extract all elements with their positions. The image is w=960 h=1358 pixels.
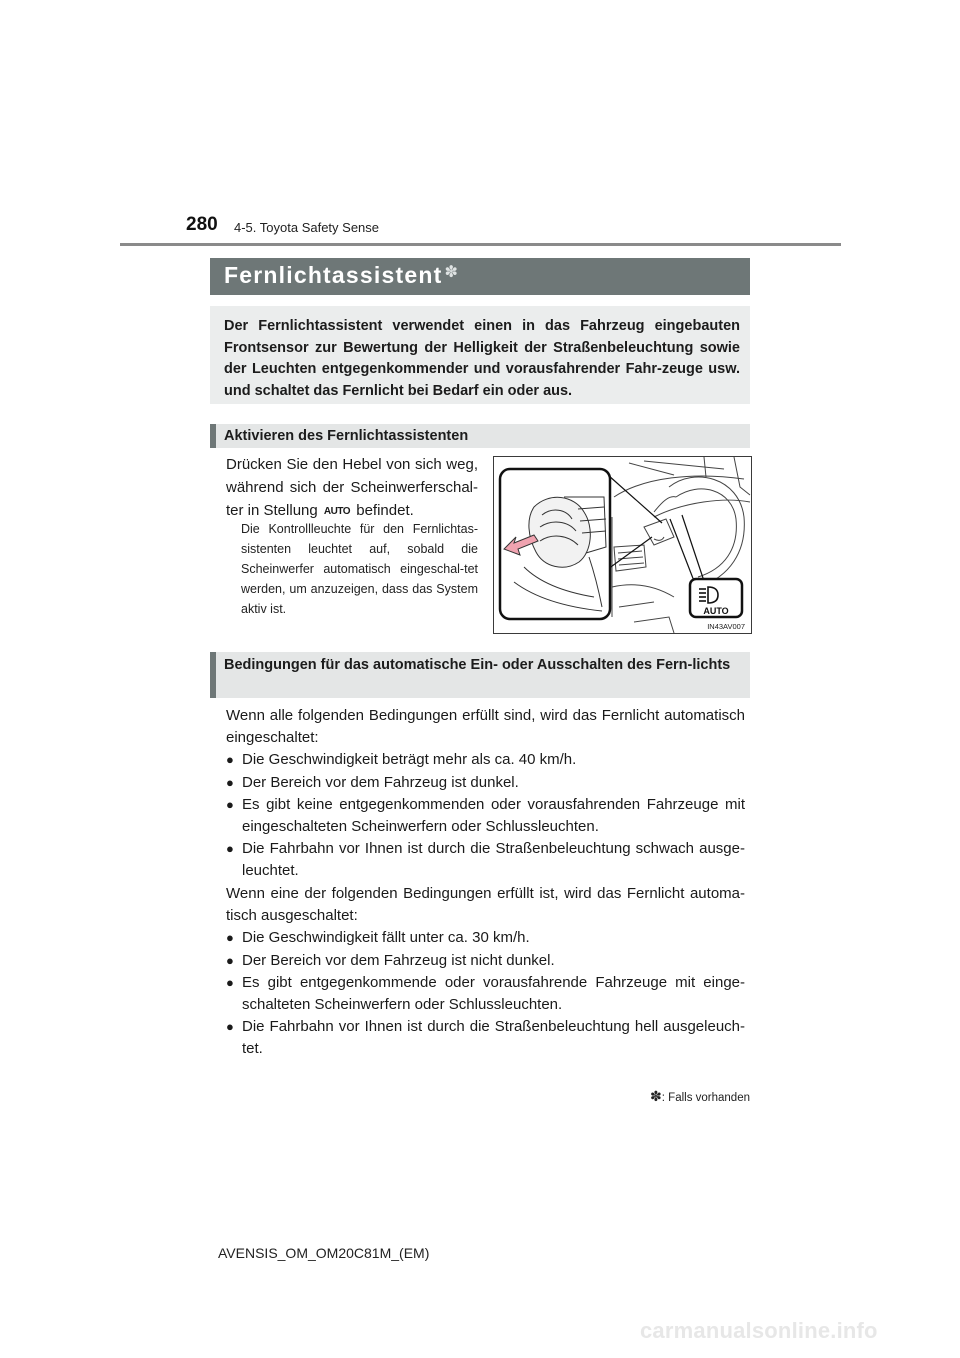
subsection-heading-conditions-text: Bedingungen für das automatische Ein- oder Ausschalten des Fern-lichts [224, 657, 731, 673]
bullet-icon: ● [226, 797, 234, 812]
section-title-bar [210, 258, 750, 295]
footnote [610, 1088, 750, 1105]
list-item-text: Die Fahrbahn vor Ihnen ist durch die Straßenbeleuchtung hell ausgeleuch-tet. [242, 1018, 745, 1057]
auto-position-icon: AUTO [323, 506, 351, 517]
watermark: carmanualsonline.info [640, 1318, 878, 1343]
bullet-icon: ● [226, 775, 234, 790]
footnote-text: : Falls vorhanden [661, 1092, 750, 1104]
illustration-code: IN43AV007 [707, 622, 745, 631]
chapter-title: 4-5. Toyota Safety Sense [234, 220, 380, 235]
list-item-text: Die Fahrbahn vor Ihnen ist durch die Straßenbeleuchtung schwach ausge-leuchtet. [242, 840, 745, 879]
bullet-icon: ● [226, 953, 234, 968]
indicator-note: Die Kontrollleuchte für den Fernlichtas-sistenten leuchtet auf, sobald die Scheinwerfer automatisch eingeschal-tet werden, um anzuzeigen, dass das System aktiv ist. [241, 522, 478, 616]
activate-instruction-text: Drücken Sie den Hebel von sich weg, während sich der Scheinwerferschal-ter in Stellung [226, 456, 478, 519]
auto-badge-label: AUTO [703, 606, 729, 616]
page-number: 280 [186, 214, 218, 235]
list-item-text: Es gibt keine entgegenkommenden oder vorausfahrenden Fahrzeuge mit eingeschalteten Scheinwerfern oder Schlussleuchten. [242, 796, 745, 835]
section-title [224, 262, 459, 289]
list-item-text: Der Bereich vor dem Fahrzeug ist dunkel. [242, 774, 519, 791]
on-conditions-intro: Wenn alle folgenden Bedingungen erfüllt sind, wird das Fernlicht automatisch eingeschaltet: [226, 707, 745, 746]
optional-star-icon: ✽ [650, 1088, 662, 1104]
list-item-text: Die Geschwindigkeit fällt unter ca. 30 km/h. [242, 929, 530, 946]
subsection-heading-conditions [210, 652, 750, 698]
list-item-text: Die Geschwindigkeit beträgt mehr als ca. 40 km/h. [242, 751, 577, 768]
off-conditions-intro: Wenn eine der folgenden Bedingungen erfüllt ist, wird das Fernlicht automa-tisch ausgeschaltet: [226, 885, 745, 924]
heading-accent [210, 652, 216, 698]
subsection-heading-activate-text: Aktivieren des Fernlichtassistenten [224, 428, 469, 444]
activate-instruction [226, 453, 478, 523]
document-id: AVENSIS_OM_OM20C81M_(EM) [218, 1245, 430, 1261]
subsection-heading-activate [210, 424, 750, 448]
intro-text: Der Fernlichtassistent verwendet einen in das Fahrzeug eingebauten Frontsensor zur Bewertung der Helligkeit der Straßenbeleuchtung sowie der Leuchten entgegenkommender und vorausfahrender Fahr-zeuge usw. und schaltet das Fernlicht bei Bedarf ein oder aus. [224, 318, 740, 399]
header-divider [120, 243, 841, 246]
lever-illustration-drawing [494, 457, 751, 633]
lever-illustration [493, 456, 752, 634]
heading-accent [210, 424, 216, 448]
optional-star-icon: ✽ [444, 264, 460, 281]
bullet-icon: ● [226, 1019, 234, 1034]
activate-instruction-end: befindet. [356, 502, 414, 519]
bullet-icon: ● [226, 752, 234, 767]
list-item-text: Es gibt entgegenkommende oder vorausfahrende Fahrzeuge mit einge-schalteten Scheinwerfern oder Schlussleuchten. [242, 974, 745, 1013]
list-item-text: Der Bereich vor dem Fahrzeug ist nicht dunkel. [242, 952, 555, 969]
bullet-icon: ● [226, 975, 234, 990]
section-title-text: Fernlichtassistent [224, 262, 443, 288]
bullet-icon: ● [226, 930, 234, 945]
intro-box [210, 306, 750, 404]
bullet-icon: ● [226, 841, 234, 856]
